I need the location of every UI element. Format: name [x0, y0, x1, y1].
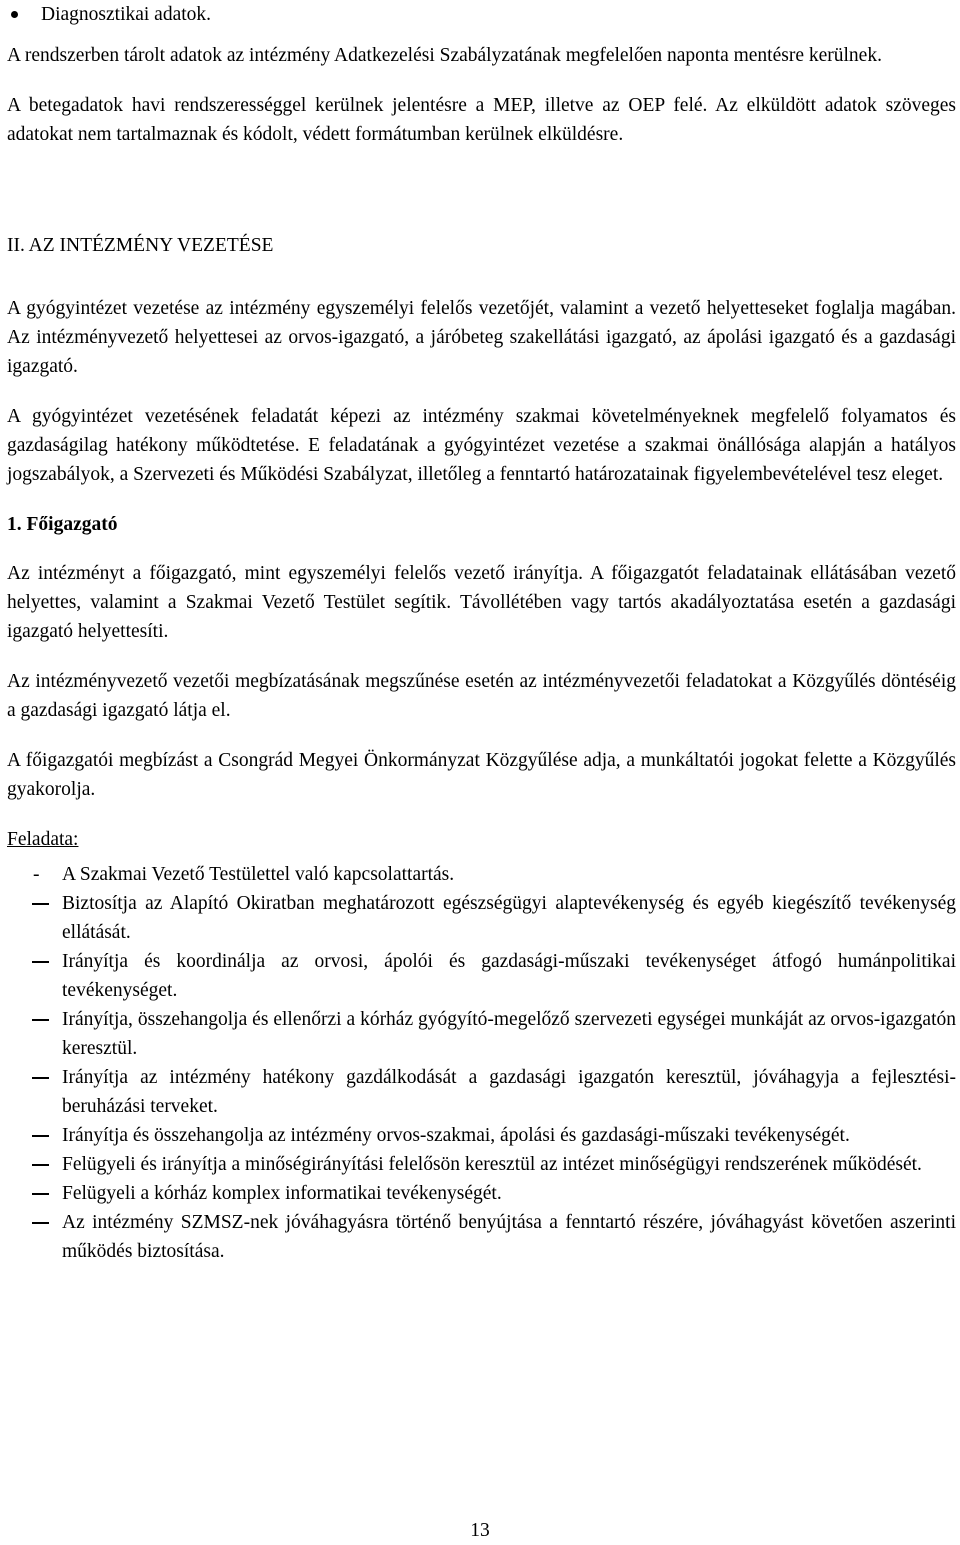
dash-icon: [32, 1164, 49, 1166]
task-item: [7, 1005, 956, 1063]
task-item: [7, 1063, 956, 1121]
paragraph: A gyógyintézet vezetésének feladatát képezi az intézmény szakmai követelményeknek megfelelő folyamatos és gazdaságilag hatékony működtetése. E feladatának a gyógyintézet vezetése a szakmai önállósága alapján a hatályos jogszabályok, a Szervezeti és Működési Szabályzat, illetőleg a fenntartó határozatainak figyelembevételével tesz eleget.: [7, 406, 956, 485]
tasks-label: Feladata:: [7, 829, 79, 850]
task-marker: -: [33, 864, 40, 885]
bullet-item-text: Diagnosztikai adatok.: [41, 4, 212, 25]
task-text: Irányítja és összehangolja az intézmény orvos-szakmai, ápolási és gazdasági-műszaki tevékenységét.: [62, 1125, 850, 1146]
dash-icon: [32, 903, 49, 905]
task-text: Felügyeli és irányítja a minőségirányítási felelősön keresztül az intézet minőségügyi rendszerének működését.: [62, 1154, 922, 1175]
dash-icon: [32, 1135, 49, 1137]
subheading: 1. Főigazgató: [7, 514, 118, 535]
task-text: Irányítja, összehangolja és ellenőrzi a kórház gyógyító-megelőző szervezeti egységei munkáját az orvos-igazgatón keresztül.: [62, 1009, 956, 1059]
paragraph: A főigazgatói megbízást a Csongrád Megyei Önkormányzat Közgyűlése adja, a munkáltatói jogokat felette a Közgyűlés gyakorolja.: [7, 750, 956, 800]
task-item: [7, 947, 956, 1005]
task-text: Az intézmény SZMSZ-nek jóváhagyásra történő benyújtása a fenntartó részére, jóváhagyást követően aszerinti működés biztosítása.: [62, 1212, 956, 1262]
bullet-dot-icon: [11, 11, 18, 18]
dash-icon: [32, 961, 49, 963]
paragraph: Az intézményt a főigazgató, mint egyszemélyi felelős vezető irányítja. A főigazgatót feladatainak ellátásában vezető helyettes, valamint a Szakmai Vezető Testület segítik. Távollétében vagy tartós akadályoztatása esetén a gazdasági igazgató helyettesíti.: [7, 563, 956, 642]
dash-icon: [32, 1222, 49, 1224]
section-heading: II. AZ INTÉZMÉNY VEZETÉSE: [7, 235, 274, 256]
task-item: [7, 860, 956, 889]
task-item: [7, 1208, 956, 1266]
task-text: Felügyeli a kórház komplex informatikai tevékenységét.: [62, 1183, 502, 1204]
paragraph: A betegadatok havi rendszerességgel kerülnek jelentésre a MEP, illetve az OEP felé. Az elküldött adatok szöveges adatokat nem tartalmaznak és kódolt, védett formátumban kerülnek elküldésre.: [7, 95, 956, 145]
dash-icon: [32, 1077, 49, 1079]
task-item: [7, 1150, 956, 1179]
paragraph: A gyógyintézet vezetése az intézmény egyszemélyi felelős vezetőjét, valamint a vezető helyetteseket foglalja magában. Az intézményvezető helyettesei az orvos-igazgató, a járóbeteg szakellátási igazgató, az ápolási igazgató és a gazdasági igazgató.: [7, 298, 956, 377]
task-item: [7, 1179, 956, 1208]
dash-icon: [32, 1019, 49, 1021]
task-text: A Szakmai Vezető Testülettel való kapcsolattartás.: [62, 864, 455, 885]
task-text: Biztosítja az Alapító Okiratban meghatározott egészségügyi alaptevékenység és egyéb kiegészítő tevékenység ellátását.: [62, 893, 956, 943]
task-item: [7, 889, 956, 947]
paragraph: A rendszerben tárolt adatok az intézmény Adatkezelési Szabályzatának megfelelően naponta mentésre kerülnek.: [7, 45, 882, 66]
dash-icon: [32, 1193, 49, 1195]
page-number: 13: [470, 1520, 490, 1541]
page-content: [7, 0, 956, 1266]
task-text: Irányítja az intézmény hatékony gazdálkodását a gazdasági igazgatón keresztül, jóváhagyja a fejlesztési-beruházási terveket.: [62, 1067, 956, 1117]
bullet-item: [7, 0, 956, 29]
task-text: Irányítja és koordinálja az orvosi, ápolói és gazdasági-műszaki tevékenységet átfogó humánpolitikai tevékenységet.: [62, 951, 956, 1001]
paragraph: Az intézményvezető vezetői megbízatásának megszűnése esetén az intézményvezetői feladatokat a Közgyűlés döntéséig a gazdasági igazgató látja el.: [7, 671, 956, 721]
task-list: [7, 860, 956, 1266]
task-item: [7, 1121, 956, 1150]
